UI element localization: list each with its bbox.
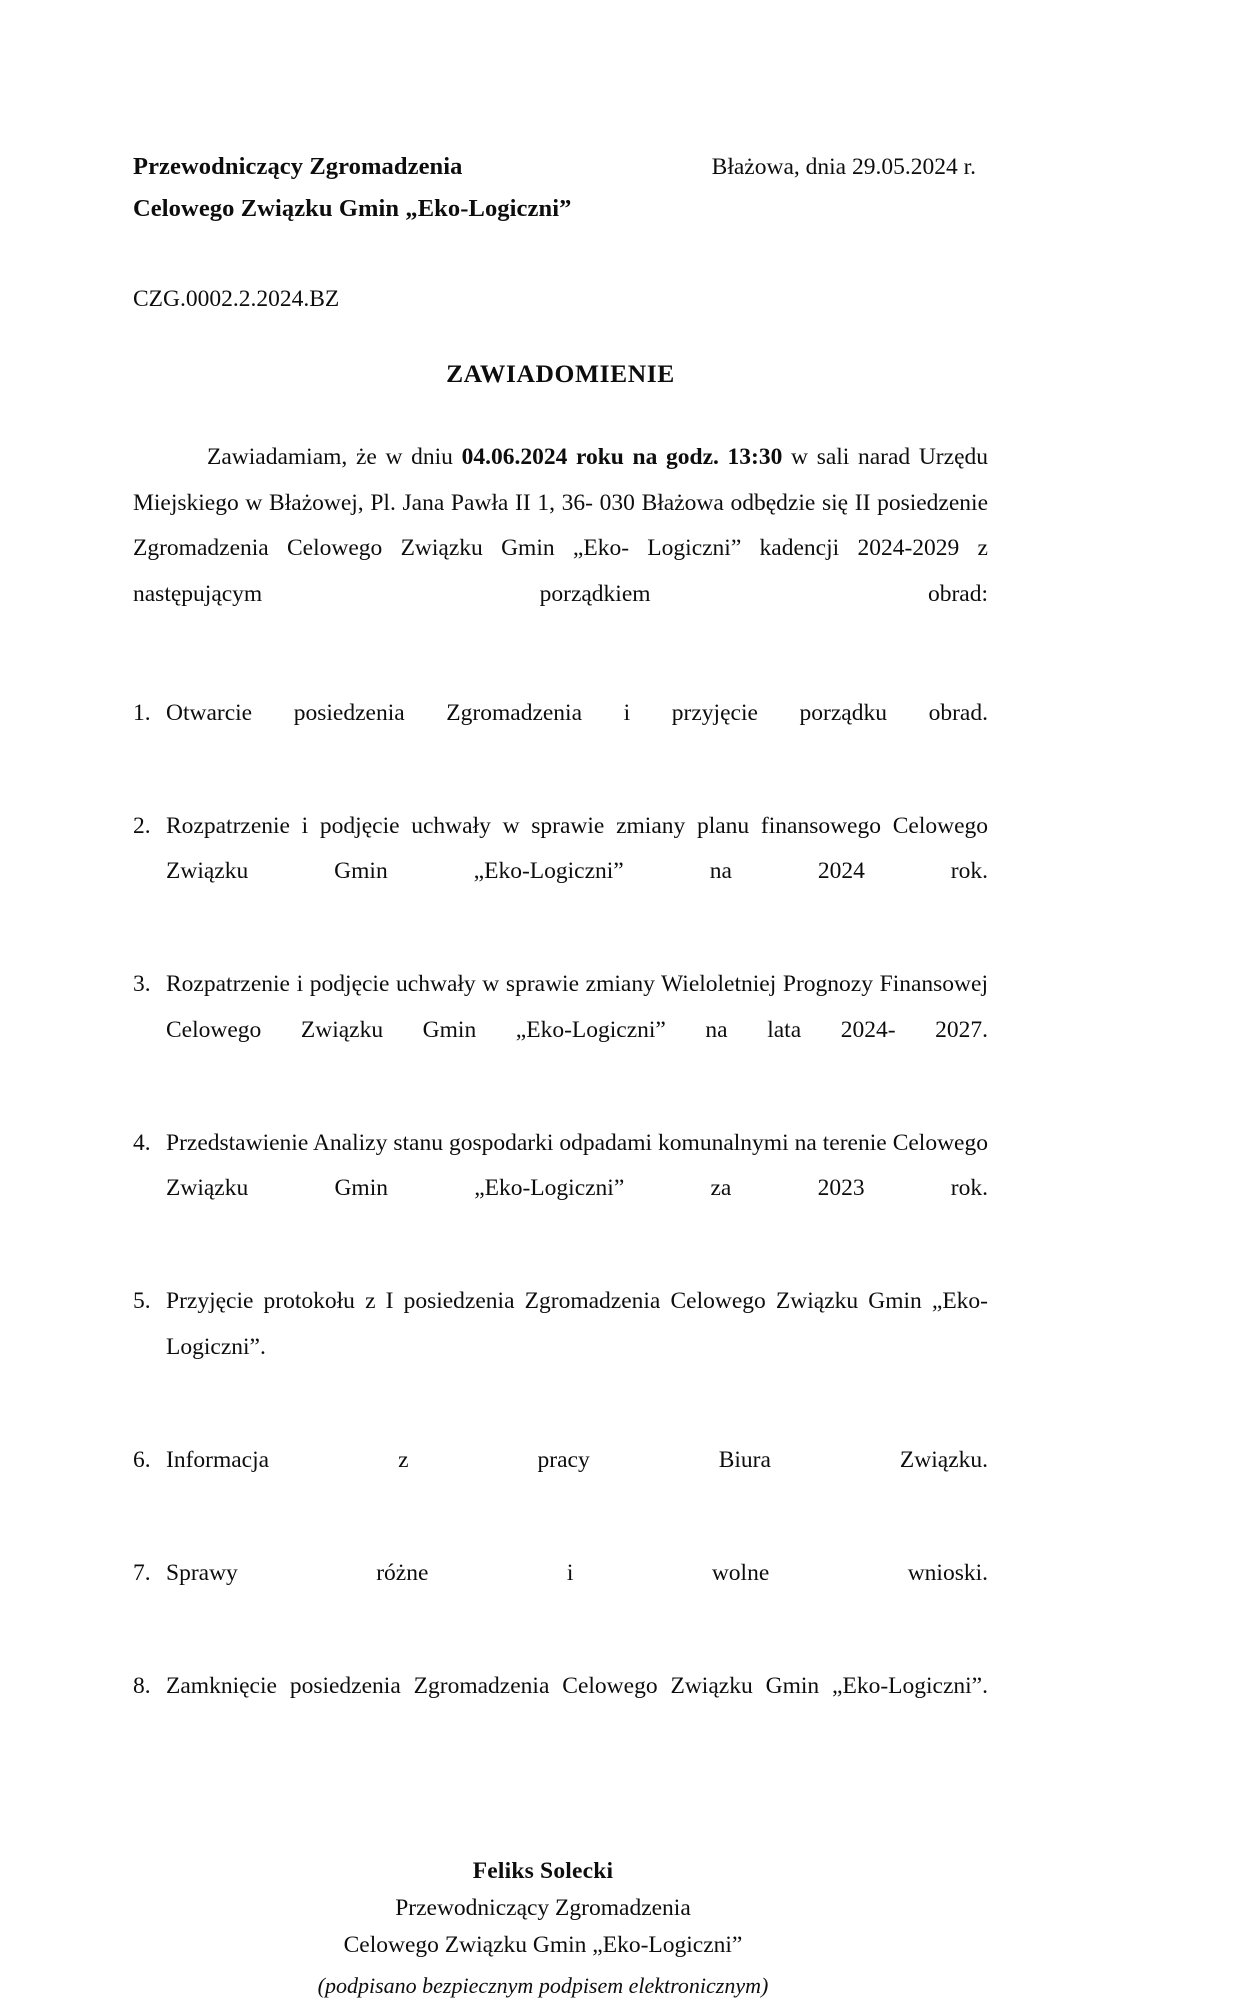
signature-block <box>133 1853 953 2004</box>
intro-emphasis-date-time: 04.06.2024 roku na godz. 13:30 <box>461 444 783 470</box>
agenda-item-text: Rozpatrzenie i podjęcie uchwały w sprawie zmiany Wieloletniej Prognozy Finansowej Celowego Związku Gmin „Eko-Logiczni” na lata 2024- 2027. <box>166 971 988 1043</box>
agenda-item-text: Sprawy różne i wolne wnioski. <box>166 1559 988 1586</box>
agenda-item-text: Przyjęcie protokołu z I posiedzenia Zgromadzenia Celowego Związku Gmin „Eko-Logiczni”. <box>166 1288 988 1360</box>
signature-name: Feliks Solecki <box>472 1857 614 1884</box>
agenda-item <box>133 1664 988 1755</box>
agenda-item <box>133 1438 988 1529</box>
agenda-list <box>133 691 988 1755</box>
agenda-item <box>133 1551 988 1642</box>
agenda-item-number: 8. <box>133 1672 151 1699</box>
agenda-item-number: 1. <box>133 699 151 726</box>
agenda-item <box>133 962 988 1099</box>
agenda-item-text: Informacja z pracy Biura Związku. <box>166 1446 988 1473</box>
agenda-item-text: Przedstawienie Analizy stanu gospodarki odpadami komunalnymi na terenie Celowego Związku Gmin „Eko-Logiczni” za 2023 rok. <box>166 1129 988 1201</box>
header-place-and-date: Błażowa, dnia 29.05.2024 r. <box>711 154 976 180</box>
agenda-item-number: 6. <box>133 1446 151 1473</box>
header-sender-line-1: Przewodniczący Zgromadzenia <box>133 153 463 180</box>
agenda-item-number: 5. <box>133 1288 151 1314</box>
document-content <box>133 146 988 2004</box>
intro-part-2: w sali narad Urzędu Miejskiego w Błażowej, Pl. Jana Pawła II 1, 36- 030 Błażowa odbędzie się II posiedzenie Zgromadzenia Celowego Związku Gmin „Eko- Logiczni” kadencji 2024-2029 z następującym porządkiem obrad: <box>133 444 988 607</box>
agenda-item-text: Rozpatrzenie i podjęcie uchwały w sprawie zmiany planu finansowego Celowego Związku Gmin „Eko-Logiczni” na 2024 rok. <box>166 812 988 884</box>
signature-role-line-2: Celowego Związku Gmin „Eko-Logiczni” <box>343 1931 743 1958</box>
agenda-item <box>133 1121 988 1258</box>
reference-number: CZG.0002.2.2024.BZ <box>133 286 340 312</box>
agenda-item-number: 3. <box>133 971 151 997</box>
agenda-item-number: 4. <box>133 1129 151 1156</box>
header-sender-line-2: Celowego Związku Gmin „Eko-Logiczni” <box>133 195 572 222</box>
agenda-item <box>133 1279 988 1416</box>
agenda-item-number: 7. <box>133 1559 151 1586</box>
intro-part-1: Zawiadamiam, że w dniu <box>207 444 462 470</box>
document-header <box>133 146 988 230</box>
agenda-item <box>133 691 988 782</box>
agenda-item-number: 2. <box>133 812 151 839</box>
agenda-item-text: Otwarcie posiedzenia Zgromadzenia i przyjęcie porządku obrad. <box>166 699 988 726</box>
agenda-item <box>133 804 988 941</box>
signature-role-line-1: Przewodniczący Zgromadzenia <box>395 1894 691 1921</box>
signature-electronic-note: (podpisano bezpiecznym podpisem elektronicznym) <box>317 1972 769 1998</box>
agenda-item-text: Zamknięcie posiedzenia Zgromadzenia Celowego Związku Gmin „Eko-Logiczni”. <box>166 1672 988 1699</box>
page-title: ZAWIADOMIENIE <box>446 359 675 388</box>
intro-paragraph <box>133 435 988 663</box>
